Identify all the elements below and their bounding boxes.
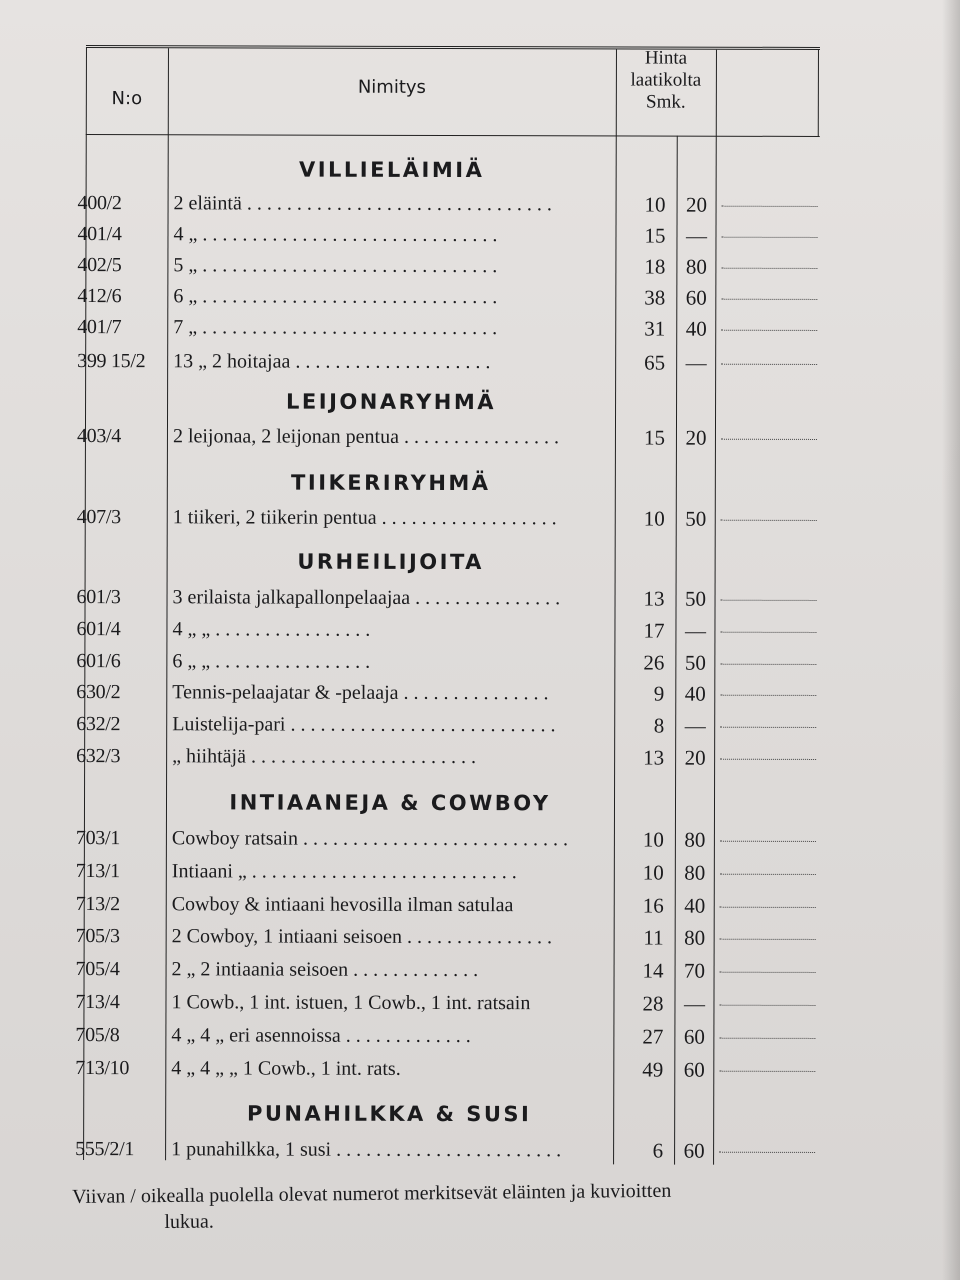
table-row [68,889,828,921]
item-number: 703/1 [75,827,121,850]
table-row [67,1020,827,1052]
item-name: 2 eläintä . . . . . . . . . . . . . . . . . . . . . . . . . . . . . . . [173,192,552,216]
table-row [69,250,829,282]
price-markka: 65 [644,350,666,375]
item-name: 2 Cowboy, 1 intiaani seisoen . . . . . . . . . . . . . . . [171,925,553,949]
header-price [616,47,716,113]
item-name: 13 „ 2 hoitajaa . . . . . . . . . . . . . . . . . . . . [173,350,491,374]
section-title: PUNAHILKKA & SUSI [246,1101,532,1127]
item-name: 4 „ 4 „ eri asennoissa . . . . . . . . . . . . . [171,1024,471,1048]
section-title: LEIJONARYHMÄ [286,389,497,415]
order-blank [719,1071,815,1072]
price-markka: 27 [642,1024,664,1049]
price-markka: 31 [644,316,666,341]
order-blank [722,206,818,207]
header-price-line: Smk. [645,91,686,113]
item-name: 1 Cowb., 1 int. istuen, 1 Cowb., 1 int. ratsain [171,991,531,1015]
order-blank [720,695,816,696]
order-blank [720,632,816,633]
item-number: 713/1 [75,860,120,883]
price-penni: — [684,618,706,643]
item-name: 4 „ . . . . . . . . . . . . . . . . . . . . . . . . . . . . . . [173,223,498,247]
item-name: „ hiihtäjä . . . . . . . . . . . . . . . . . . . . . . . [172,745,477,769]
table-row [67,1134,827,1166]
header-price-line: Hinta [644,47,688,69]
table-row [69,219,829,251]
price-table [67,40,830,1172]
order-blank [719,1038,815,1039]
price-markka: 13 [643,745,665,770]
table-row [69,281,829,313]
price-markka: 18 [644,254,666,279]
item-name: Cowboy ratsain . . . . . . . . . . . . . . . . . . . . . . . . . . . [171,827,569,851]
table-row [67,987,827,1019]
footnote [72,1176,853,1236]
header-price-line: laatikolta [630,69,702,91]
order-blank [719,1152,815,1153]
column-line [818,50,819,136]
price-markka: 38 [644,285,666,310]
item-number: 407/3 [76,506,121,529]
price-markka: 6 [652,1138,664,1163]
price-penni: 40 [684,893,706,918]
order-blank [721,237,817,238]
item-name: Tennis-pelaajatar & -pelaaja . . . . . . . . . . . . . . . [172,681,549,705]
price-penni: 80 [684,925,706,950]
table-row [68,709,828,741]
table-row [69,312,829,344]
header-number: N:o [111,88,143,110]
price-markka: 13 [643,586,665,611]
price-markka: 11 [643,925,664,950]
order-blank [720,874,816,875]
order-blank [720,939,816,940]
price-penni: 20 [686,192,708,217]
header-divider [86,134,820,137]
price-penni: 50 [684,650,706,675]
price-penni: 50 [685,506,707,531]
footnote-line: Viivan / oikealla puolella olevat numerot merkitsevät eläinten ja kuvioitten [72,1179,672,1208]
order-blank [721,299,817,300]
price-markka: 10 [644,192,666,217]
header-name: Nimitys [357,76,426,98]
section-title: VILLIELÄIMIÄ [298,157,485,183]
item-name: Luistelija-pari . . . . . . . . . . . . . . . . . . . . . . . . . . . [172,713,556,737]
item-name: 2 „ 2 intiaania seisoen . . . . . . . . . . . . . [171,958,479,982]
table-row [68,614,828,646]
item-name: 5 „ . . . . . . . . . . . . . . . . . . . . . . . . . . . . . . [173,254,498,278]
item-number: 403/4 [76,425,122,448]
order-blank [720,664,816,665]
price-penni: 50 [685,586,707,611]
price-penni: 60 [683,1057,705,1082]
table-row [70,188,830,220]
order-blank [721,600,817,601]
section-title: URHEILIJOITA [297,549,484,575]
table-row [68,823,828,855]
price-markka: 17 [643,618,665,643]
price-penni: 60 [683,1024,705,1049]
price-penni: 60 [683,1138,705,1163]
order-blank [720,841,816,842]
table-row [68,954,828,986]
price-penni: 20 [685,425,707,450]
price-markka: 10 [643,506,665,531]
price-penni: 20 [684,745,706,770]
order-blank [721,439,817,440]
price-penni: — [685,350,707,375]
order-blank [721,364,817,365]
page-edge-shadow [942,0,960,1280]
item-name: 3 erilaista jalkapallonpelaajaa . . . . . . . . . . . . . . . [172,586,561,610]
item-name: 4 „ 4 „ „ 1 Cowb., 1 int. rats. [171,1057,401,1080]
table-row [68,856,828,888]
price-markka: 14 [642,958,664,983]
order-blank [721,520,817,521]
item-name: 7 „ . . . . . . . . . . . . . . . . . . . . . . . . . . . . . . [173,316,498,340]
price-penni: 60 [685,285,707,310]
item-name: 1 punahilkka, 1 susi . . . . . . . . . . . . . . . . . . . . . . . [171,1138,562,1162]
table-row [69,421,829,453]
item-number: 632/3 [76,745,121,768]
item-number: 632/2 [76,713,121,736]
item-name: 4 „ „ . . . . . . . . . . . . . . . . [172,618,371,641]
price-markka: 15 [643,425,665,450]
item-number: 601/6 [76,650,121,673]
item-number: 705/3 [75,925,120,948]
price-penni: 40 [685,316,707,341]
item-number: 705/4 [75,958,120,981]
price-penni: 80 [684,860,706,885]
item-number: 705/8 [75,1024,120,1047]
item-number: 601/4 [76,618,121,641]
price-markka: 16 [642,893,664,918]
item-number: 400/2 [77,192,122,215]
item-name: Intiaani „ . . . . . . . . . . . . . . . . . . . . . . . . . . . [171,860,517,884]
price-markka: 15 [644,223,666,248]
item-name: 6 „ „ . . . . . . . . . . . . . . . . [172,650,371,673]
footnote-line: lukua. [164,1210,214,1234]
price-penni: — [683,991,706,1016]
item-number: 401/7 [77,316,122,339]
order-blank [720,727,816,728]
price-markka: 9 [653,681,665,706]
item-name: 1 tiikeri, 2 tiikerin pentua . . . . . . . . . . . . . . . . . . [172,506,557,530]
item-number: 412/6 [77,285,122,308]
order-blank [720,907,816,908]
price-penni: 70 [684,958,706,983]
section-title: INTIAANEJA & COWBOY [229,790,551,816]
item-number: 402/5 [77,254,122,277]
price-markka: 8 [653,713,665,738]
order-blank [720,972,816,973]
table-row [68,741,828,773]
item-number: 555/2/1 [75,1138,135,1161]
table-row [68,646,828,678]
table-row [67,1053,827,1085]
item-name: Cowboy & intiaani hevosilla ilman satulaa [171,893,514,917]
price-penni: — [685,223,708,248]
price-penni: 80 [685,254,707,279]
table-row [69,502,829,534]
price-penni: — [684,713,706,738]
section-title: TIIKERIRYHMÄ [291,470,491,496]
table-row [68,677,828,709]
item-number: 399 15/2 [77,350,146,373]
order-blank [720,759,816,760]
price-penni: 80 [684,827,706,852]
order-blank [721,330,817,331]
price-markka: 26 [643,650,665,675]
item-name: 6 „ . . . . . . . . . . . . . . . . . . . . . . . . . . . . . . [173,285,498,309]
price-penni: 40 [684,681,706,706]
item-name: 2 leijonaa, 2 leijonan pentua . . . . . . . . . . . . . . . . [172,425,560,449]
table-row [68,921,828,953]
item-number: 630/2 [76,681,121,704]
price-markka: 10 [642,860,664,885]
item-number: 713/2 [75,893,120,916]
item-number: 713/4 [75,991,120,1014]
price-markka: 28 [642,991,664,1016]
order-blank [721,268,817,269]
price-markka: 49 [642,1057,664,1082]
price-markka: 10 [642,827,664,852]
item-number: 713/10 [75,1057,130,1080]
table-row [69,582,829,614]
table-row [69,346,829,378]
item-number: 401/4 [77,223,122,246]
order-blank [719,1005,815,1006]
item-number: 601/3 [76,586,121,609]
